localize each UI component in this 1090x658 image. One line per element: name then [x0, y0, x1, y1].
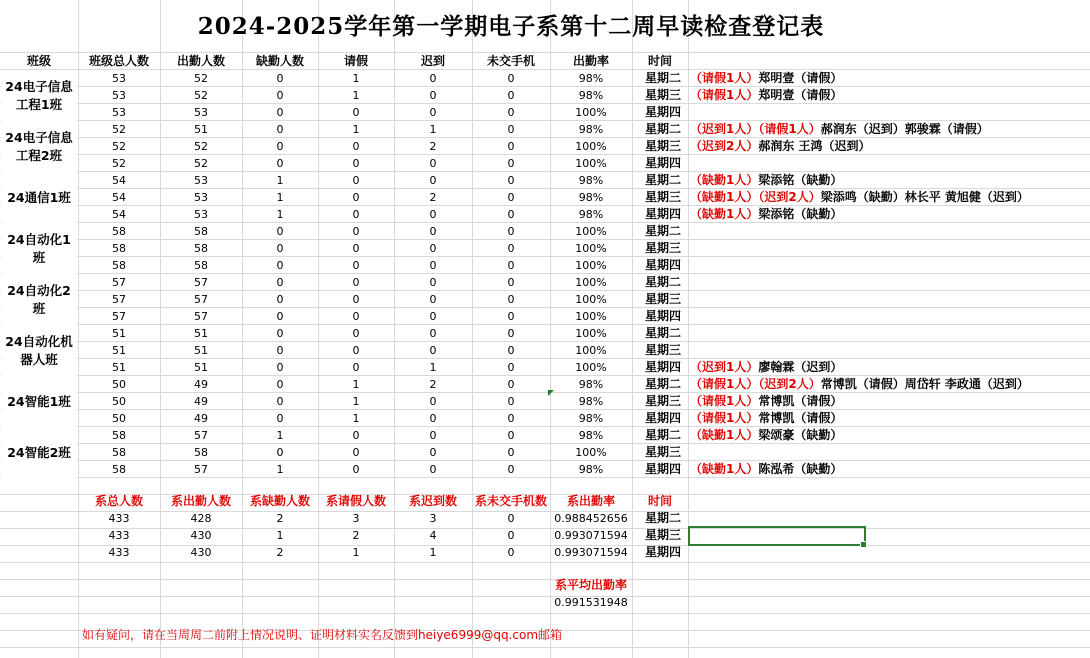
cell-total[interactable]: 51 — [112, 327, 126, 340]
cell-absent[interactable]: 0 — [276, 327, 284, 340]
cell-present[interactable]: 58 — [194, 225, 208, 238]
cell-nophone[interactable]: 0 — [507, 72, 515, 85]
day-cell[interactable]: 星期二 — [644, 122, 681, 136]
cell-nophone[interactable]: 0 — [507, 242, 515, 255]
cell-nophone[interactable]: 0 — [507, 106, 515, 119]
summary-present[interactable]: 430 — [190, 529, 212, 542]
remark-count: （请假1人） — [690, 411, 759, 425]
remark-names: 陈泓希（缺勤） — [758, 462, 843, 476]
cell-rate[interactable]: 98% — [578, 412, 604, 425]
class-name-cell[interactable]: 24自动化1班 — [1, 224, 77, 274]
cell-present[interactable]: 52 — [194, 72, 208, 85]
cell-late[interactable]: 0 — [429, 446, 437, 459]
remark-names: 常博凯（请假） — [758, 411, 843, 425]
cell-absent[interactable]: 1 — [276, 191, 284, 204]
cell-rate[interactable]: 98% — [578, 378, 604, 391]
remark-names: 常博凯（请假） — [758, 394, 843, 408]
summary-absent[interactable]: 2 — [276, 512, 284, 525]
day-cell[interactable]: 星期四 — [644, 309, 681, 323]
remark-cell[interactable] — [690, 393, 842, 410]
remark-cell[interactable] — [690, 70, 842, 87]
summary-present[interactable]: 430 — [190, 546, 212, 559]
cell-nophone[interactable]: 0 — [507, 395, 515, 408]
cell-nophone[interactable]: 0 — [507, 157, 515, 170]
remark-cell[interactable] — [690, 172, 842, 189]
day-cell[interactable]: 星期三 — [644, 88, 681, 102]
average-label: 系平均出勤率 — [554, 578, 627, 592]
cell-nophone[interactable]: 0 — [507, 463, 515, 476]
row-gridline — [0, 562, 1090, 563]
day-cell[interactable]: 星期四 — [644, 411, 681, 425]
summary-nophone[interactable]: 0 — [507, 546, 515, 559]
summary-leave[interactable]: 2 — [352, 529, 360, 542]
remark-cell[interactable] — [690, 461, 842, 478]
cell-present[interactable]: 52 — [194, 89, 208, 102]
class-name-cell[interactable]: 24智能1班 — [1, 377, 77, 427]
cell-total[interactable]: 53 — [112, 72, 126, 85]
row-gridline — [0, 647, 1090, 648]
cell-leave[interactable]: 0 — [352, 208, 360, 221]
cell-rate[interactable]: 98% — [578, 123, 604, 136]
cell-total[interactable]: 58 — [112, 242, 126, 255]
cell-leave[interactable]: 0 — [352, 327, 360, 340]
day-cell[interactable]: 星期四 — [644, 156, 681, 170]
cell-total[interactable]: 57 — [112, 293, 126, 306]
day-cell[interactable]: 星期四 — [644, 105, 681, 119]
cell-present[interactable]: 51 — [194, 123, 208, 136]
sheet-title-text: 2024-2025学年第一学期电子系第十二周早读检查登记表 — [197, 13, 825, 40]
cell-absent[interactable]: 0 — [276, 106, 284, 119]
cell-nophone[interactable]: 0 — [507, 208, 515, 221]
class-name-cell[interactable]: 24电子信息工程2班 — [1, 122, 77, 172]
cell-present[interactable]: 57 — [194, 310, 208, 323]
cell-total[interactable]: 54 — [112, 174, 126, 187]
cell-present[interactable]: 58 — [194, 259, 208, 272]
column-header: 时间 — [647, 54, 672, 68]
remark-names: 郝润东（迟到）郭骏霖（请假） — [820, 122, 989, 136]
cell-rate[interactable]: 100% — [575, 157, 607, 170]
cell-rate[interactable]: 100% — [575, 344, 607, 357]
row-gridline — [0, 596, 1090, 597]
cell-leave[interactable]: 0 — [352, 242, 360, 255]
column-header: 出勤人数 — [176, 54, 225, 68]
cell-late[interactable]: 0 — [429, 276, 437, 289]
cell-leave[interactable]: 0 — [352, 361, 360, 374]
summary-nophone[interactable]: 0 — [507, 529, 515, 542]
cell-late[interactable]: 0 — [429, 89, 437, 102]
cell-present[interactable]: 49 — [194, 395, 208, 408]
cell-late[interactable]: 0 — [429, 310, 437, 323]
remark-cell[interactable] — [690, 410, 842, 427]
cell-present[interactable]: 58 — [194, 242, 208, 255]
summary-leave[interactable]: 3 — [352, 512, 360, 525]
day-cell[interactable]: 星期二 — [644, 224, 681, 238]
cell-present[interactable]: 57 — [194, 463, 208, 476]
cell-total[interactable]: 57 — [112, 276, 126, 289]
cell-leave[interactable]: 1 — [352, 123, 360, 136]
cell-nophone[interactable]: 0 — [507, 293, 515, 306]
cell-rate[interactable]: 98% — [578, 208, 604, 221]
cell-rate[interactable]: 98% — [578, 191, 604, 204]
cell-total[interactable]: 50 — [112, 395, 126, 408]
remark-count: （缺勤1人） — [690, 428, 759, 442]
cell-total[interactable]: 58 — [112, 429, 126, 442]
day-cell[interactable]: 星期三 — [644, 343, 681, 357]
average-value[interactable]: 0.991531948 — [554, 596, 628, 609]
cell-total[interactable]: 53 — [112, 106, 126, 119]
cell-total[interactable]: 58 — [112, 463, 126, 476]
cell-late[interactable]: 0 — [429, 327, 437, 340]
cell-leave[interactable]: 0 — [352, 191, 360, 204]
cell-leave[interactable]: 0 — [352, 429, 360, 442]
day-cell[interactable]: 星期四 — [644, 360, 681, 374]
remark-names: 郑明壹（请假） — [758, 71, 843, 85]
remark-count: （迟到2人） — [690, 139, 759, 153]
cell-present[interactable]: 51 — [194, 361, 208, 374]
summary-total[interactable]: 433 — [108, 529, 130, 542]
cell-leave[interactable]: 0 — [352, 174, 360, 187]
cell-leave[interactable]: 0 — [352, 140, 360, 153]
day-cell[interactable]: 星期二 — [644, 275, 681, 289]
cell-absent[interactable]: 1 — [276, 174, 284, 187]
comment-indicator-icon — [548, 390, 554, 396]
day-cell[interactable]: 星期三 — [644, 394, 681, 408]
remark-count: （请假1人）（迟到2人） — [690, 377, 821, 391]
remark-names: 常博凯（请假）周岱轩 李政通（迟到） — [820, 377, 1029, 391]
cell-absent[interactable]: 0 — [276, 140, 284, 153]
cell-leave[interactable]: 0 — [352, 259, 360, 272]
cell-late[interactable]: 0 — [429, 463, 437, 476]
row-gridline — [0, 579, 1090, 580]
cell-rate[interactable]: 98% — [578, 89, 604, 102]
cell-rate[interactable]: 98% — [578, 429, 604, 442]
summary-header: 系未交手机数 — [474, 494, 547, 508]
summary-total[interactable]: 433 — [108, 512, 130, 525]
cell-total[interactable]: 51 — [112, 344, 126, 357]
summary-absent[interactable]: 1 — [276, 529, 284, 542]
remark-names: 梁添鸣（缺勤）林长平 黄旭健（迟到） — [820, 190, 1029, 204]
cell-rate[interactable]: 98% — [578, 174, 604, 187]
summary-late[interactable]: 4 — [429, 529, 437, 542]
footer-note: 如有疑问，请在当周周二前附上情况说明、证明材料实名反馈到heiye6999@qq.com邮箱 — [82, 628, 563, 642]
cell-absent[interactable]: 0 — [276, 361, 284, 374]
column-header: 班级总人数 — [88, 54, 149, 68]
cell-nophone[interactable]: 0 — [507, 140, 515, 153]
day-cell[interactable]: 星期二 — [644, 173, 681, 187]
cell-leave[interactable]: 0 — [352, 225, 360, 238]
remark-cell[interactable] — [690, 376, 1029, 393]
remark-cell[interactable] — [690, 121, 989, 138]
cell-late[interactable]: 0 — [429, 293, 437, 306]
cell-nophone[interactable]: 0 — [507, 259, 515, 272]
cell-total[interactable]: 57 — [112, 310, 126, 323]
sheet-title — [0, 8, 1090, 41]
day-cell[interactable]: 星期三 — [644, 445, 681, 459]
cell-absent[interactable]: 0 — [276, 89, 284, 102]
cell-absent[interactable]: 0 — [276, 395, 284, 408]
cell-absent[interactable]: 1 — [276, 208, 284, 221]
cell-late[interactable]: 2 — [429, 140, 437, 153]
cell-present[interactable]: 53 — [194, 106, 208, 119]
day-cell[interactable]: 星期三 — [644, 292, 681, 306]
cell-late[interactable]: 1 — [429, 361, 437, 374]
summary-nophone[interactable]: 0 — [507, 512, 515, 525]
cell-absent[interactable]: 0 — [276, 446, 284, 459]
cell-late[interactable]: 2 — [429, 378, 437, 391]
cell-late[interactable]: 0 — [429, 344, 437, 357]
cell-nophone[interactable]: 0 — [507, 412, 515, 425]
cell-rate[interactable]: 100% — [575, 242, 607, 255]
cell-leave[interactable]: 0 — [352, 276, 360, 289]
cell-absent[interactable]: 0 — [276, 225, 284, 238]
cell-late[interactable]: 0 — [429, 72, 437, 85]
cell-present[interactable]: 51 — [194, 327, 208, 340]
cell-nophone[interactable]: 0 — [507, 310, 515, 323]
cell-late[interactable]: 0 — [429, 157, 437, 170]
column-header: 未交手机 — [486, 54, 535, 68]
cell-absent[interactable]: 0 — [276, 276, 284, 289]
cell-nophone[interactable]: 0 — [507, 378, 515, 391]
cell-rate[interactable]: 98% — [578, 463, 604, 476]
day-cell[interactable]: 星期二 — [644, 71, 681, 85]
column-gridline — [688, 0, 689, 658]
remark-count: （迟到1人） — [690, 360, 759, 374]
cell-leave[interactable]: 1 — [352, 395, 360, 408]
cell-late[interactable]: 0 — [429, 395, 437, 408]
cell-late[interactable]: 1 — [429, 123, 437, 136]
cell-leave[interactable]: 1 — [352, 378, 360, 391]
remark-cell[interactable] — [690, 427, 842, 444]
cell-late[interactable]: 2 — [429, 191, 437, 204]
cell-absent[interactable]: 0 — [276, 123, 284, 136]
remark-names: 梁添铭（缺勤） — [758, 173, 843, 187]
cell-present[interactable]: 51 — [194, 344, 208, 357]
cell-total[interactable]: 52 — [112, 140, 126, 153]
remark-count: （缺勤1人） — [690, 207, 759, 221]
summary-header: 时间 — [647, 494, 672, 508]
summary-absent[interactable]: 2 — [276, 546, 284, 559]
cell-nophone[interactable]: 0 — [507, 344, 515, 357]
cell-leave[interactable]: 0 — [352, 463, 360, 476]
cell-nophone[interactable]: 0 — [507, 446, 515, 459]
remark-names: 梁颂豪（缺勤） — [758, 428, 843, 442]
column-header: 班级 — [26, 54, 51, 68]
remark-count: （迟到1人）（请假1人） — [690, 122, 821, 136]
cell-present[interactable]: 49 — [194, 412, 208, 425]
cell-rate[interactable]: 100% — [575, 106, 607, 119]
cell-total[interactable]: 58 — [112, 225, 126, 238]
remark-count: （缺勤1人） — [690, 173, 759, 187]
column-header: 出勤率 — [572, 54, 609, 68]
day-cell[interactable]: 星期四 — [644, 207, 681, 221]
cell-absent[interactable]: 0 — [276, 242, 284, 255]
cell-total[interactable]: 54 — [112, 191, 126, 204]
cell-nophone[interactable]: 0 — [507, 174, 515, 187]
class-name-cell[interactable]: 24通信1班 — [1, 173, 77, 223]
cell-total[interactable]: 58 — [112, 446, 126, 459]
fill-handle[interactable] — [860, 541, 867, 548]
summary-rate[interactable]: 0.988452656 — [554, 512, 628, 525]
cell-leave[interactable]: 1 — [352, 412, 360, 425]
cell-absent[interactable]: 0 — [276, 412, 284, 425]
cell-total[interactable]: 54 — [112, 208, 126, 221]
day-cell[interactable]: 星期三 — [644, 139, 681, 153]
cell-present[interactable]: 53 — [194, 191, 208, 204]
day-cell[interactable]: 星期三 — [644, 190, 681, 204]
cell-leave[interactable]: 1 — [352, 72, 360, 85]
summary-header: 系缺勤人数 — [249, 494, 310, 508]
cell-leave[interactable]: 0 — [352, 446, 360, 459]
remark-count: （请假1人） — [690, 71, 759, 85]
cell-nophone[interactable]: 0 — [507, 327, 515, 340]
cell-absent[interactable]: 0 — [276, 157, 284, 170]
cell-present[interactable]: 49 — [194, 378, 208, 391]
summary-late[interactable]: 1 — [429, 546, 437, 559]
remark-cell[interactable] — [690, 138, 871, 155]
remark-count: （请假1人） — [690, 394, 759, 408]
cell-rate[interactable]: 100% — [575, 446, 607, 459]
column-header: 请假 — [343, 54, 368, 68]
cell-rate[interactable]: 100% — [575, 259, 607, 272]
cell-late[interactable]: 0 — [429, 106, 437, 119]
cell-present[interactable]: 52 — [194, 140, 208, 153]
cell-late[interactable]: 0 — [429, 412, 437, 425]
cell-present[interactable]: 57 — [194, 429, 208, 442]
cell-total[interactable]: 50 — [112, 412, 126, 425]
summary-rate[interactable]: 0.993071594 — [554, 529, 628, 542]
remark-cell[interactable] — [690, 87, 842, 104]
cell-nophone[interactable]: 0 — [507, 89, 515, 102]
cell-absent[interactable]: 0 — [276, 259, 284, 272]
summary-leave[interactable]: 1 — [352, 546, 360, 559]
remark-names: 梁添铭（缺勤） — [758, 207, 843, 221]
remark-names: 郑明壹（请假） — [758, 88, 843, 102]
remark-count: （缺勤1人） — [690, 462, 759, 476]
summary-header: 系请假人数 — [325, 494, 386, 508]
summary-header: 系总人数 — [94, 494, 143, 508]
remark-cell[interactable] — [690, 206, 842, 223]
cell-absent[interactable]: 1 — [276, 463, 284, 476]
cell-absent[interactable]: 0 — [276, 310, 284, 323]
cell-rate[interactable]: 100% — [575, 293, 607, 306]
day-cell[interactable]: 星期二 — [644, 377, 681, 391]
row-gridline — [0, 613, 1090, 614]
cell-absent[interactable]: 0 — [276, 72, 284, 85]
remark-cell[interactable] — [690, 189, 1029, 206]
summary-late[interactable]: 3 — [429, 512, 437, 525]
cell-absent[interactable]: 1 — [276, 429, 284, 442]
cell-late[interactable]: 0 — [429, 429, 437, 442]
cell-total[interactable]: 52 — [112, 157, 126, 170]
cell-total[interactable]: 53 — [112, 89, 126, 102]
cell-absent[interactable]: 0 — [276, 293, 284, 306]
cell-total[interactable]: 52 — [112, 123, 126, 136]
remark-names: 廖翰霖（迟到） — [758, 360, 843, 374]
summary-header: 系出勤率 — [566, 494, 615, 508]
day-cell[interactable]: 星期三 — [644, 241, 681, 255]
cell-present[interactable]: 53 — [194, 174, 208, 187]
column-header: 迟到 — [420, 54, 445, 68]
summary-day-cell[interactable]: 星期三 — [644, 528, 681, 542]
cell-present[interactable]: 53 — [194, 208, 208, 221]
summary-header: 系出勤人数 — [170, 494, 231, 508]
summary-present[interactable]: 428 — [190, 512, 212, 525]
cell-nophone[interactable]: 0 — [507, 123, 515, 136]
cell-present[interactable]: 57 — [194, 276, 208, 289]
cell-leave[interactable]: 0 — [352, 293, 360, 306]
day-cell[interactable]: 星期四 — [644, 258, 681, 272]
cell-rate[interactable]: 100% — [575, 361, 607, 374]
cell-rate[interactable]: 100% — [575, 225, 607, 238]
selected-cell[interactable] — [688, 526, 866, 546]
class-name-cell[interactable]: 24智能2班 — [1, 428, 77, 478]
cell-nophone[interactable]: 0 — [507, 191, 515, 204]
summary-header: 系迟到数 — [408, 494, 457, 508]
class-name-cell[interactable]: 24自动化2班 — [1, 275, 77, 325]
cell-late[interactable]: 0 — [429, 242, 437, 255]
column-gridline — [632, 0, 633, 658]
remark-count: （请假1人） — [690, 88, 759, 102]
remark-cell[interactable] — [690, 359, 842, 376]
class-name-cell[interactable]: 24自动化机器人班 — [1, 326, 77, 376]
cell-nophone[interactable]: 0 — [507, 429, 515, 442]
cell-late[interactable]: 0 — [429, 174, 437, 187]
cell-rate[interactable]: 100% — [575, 140, 607, 153]
cell-present[interactable]: 52 — [194, 157, 208, 170]
cell-nophone[interactable]: 0 — [507, 276, 515, 289]
cell-total[interactable]: 50 — [112, 378, 126, 391]
cell-leave[interactable]: 0 — [352, 344, 360, 357]
cell-nophone[interactable]: 0 — [507, 225, 515, 238]
cell-rate[interactable]: 100% — [575, 276, 607, 289]
cell-absent[interactable]: 0 — [276, 378, 284, 391]
cell-rate[interactable]: 100% — [575, 310, 607, 323]
cell-nophone[interactable]: 0 — [507, 361, 515, 374]
cell-present[interactable]: 58 — [194, 446, 208, 459]
cell-leave[interactable]: 0 — [352, 310, 360, 323]
cell-leave[interactable]: 0 — [352, 106, 360, 119]
class-name-cell[interactable]: 24电子信息工程1班 — [1, 71, 77, 121]
day-cell[interactable]: 星期四 — [644, 462, 681, 476]
summary-day-cell[interactable]: 星期四 — [644, 545, 681, 559]
day-cell[interactable]: 星期二 — [644, 428, 681, 442]
cell-total[interactable]: 58 — [112, 259, 126, 272]
remark-count: （缺勤1人）（迟到2人） — [690, 190, 821, 204]
column-header: 缺勤人数 — [255, 54, 304, 68]
summary-rate[interactable]: 0.993071594 — [554, 546, 628, 559]
summary-day-cell[interactable]: 星期二 — [644, 511, 681, 525]
cell-rate[interactable]: 100% — [575, 327, 607, 340]
cell-rate[interactable]: 98% — [578, 395, 604, 408]
day-cell[interactable]: 星期二 — [644, 326, 681, 340]
cell-leave[interactable]: 0 — [352, 157, 360, 170]
cell-total[interactable]: 51 — [112, 361, 126, 374]
cell-rate[interactable]: 98% — [578, 72, 604, 85]
cell-late[interactable]: 0 — [429, 208, 437, 221]
cell-late[interactable]: 0 — [429, 259, 437, 272]
cell-leave[interactable]: 1 — [352, 89, 360, 102]
cell-late[interactable]: 0 — [429, 225, 437, 238]
cell-present[interactable]: 57 — [194, 293, 208, 306]
summary-total[interactable]: 433 — [108, 546, 130, 559]
remark-names: 郝润东 王鸿（迟到） — [758, 139, 871, 153]
cell-absent[interactable]: 0 — [276, 344, 284, 357]
